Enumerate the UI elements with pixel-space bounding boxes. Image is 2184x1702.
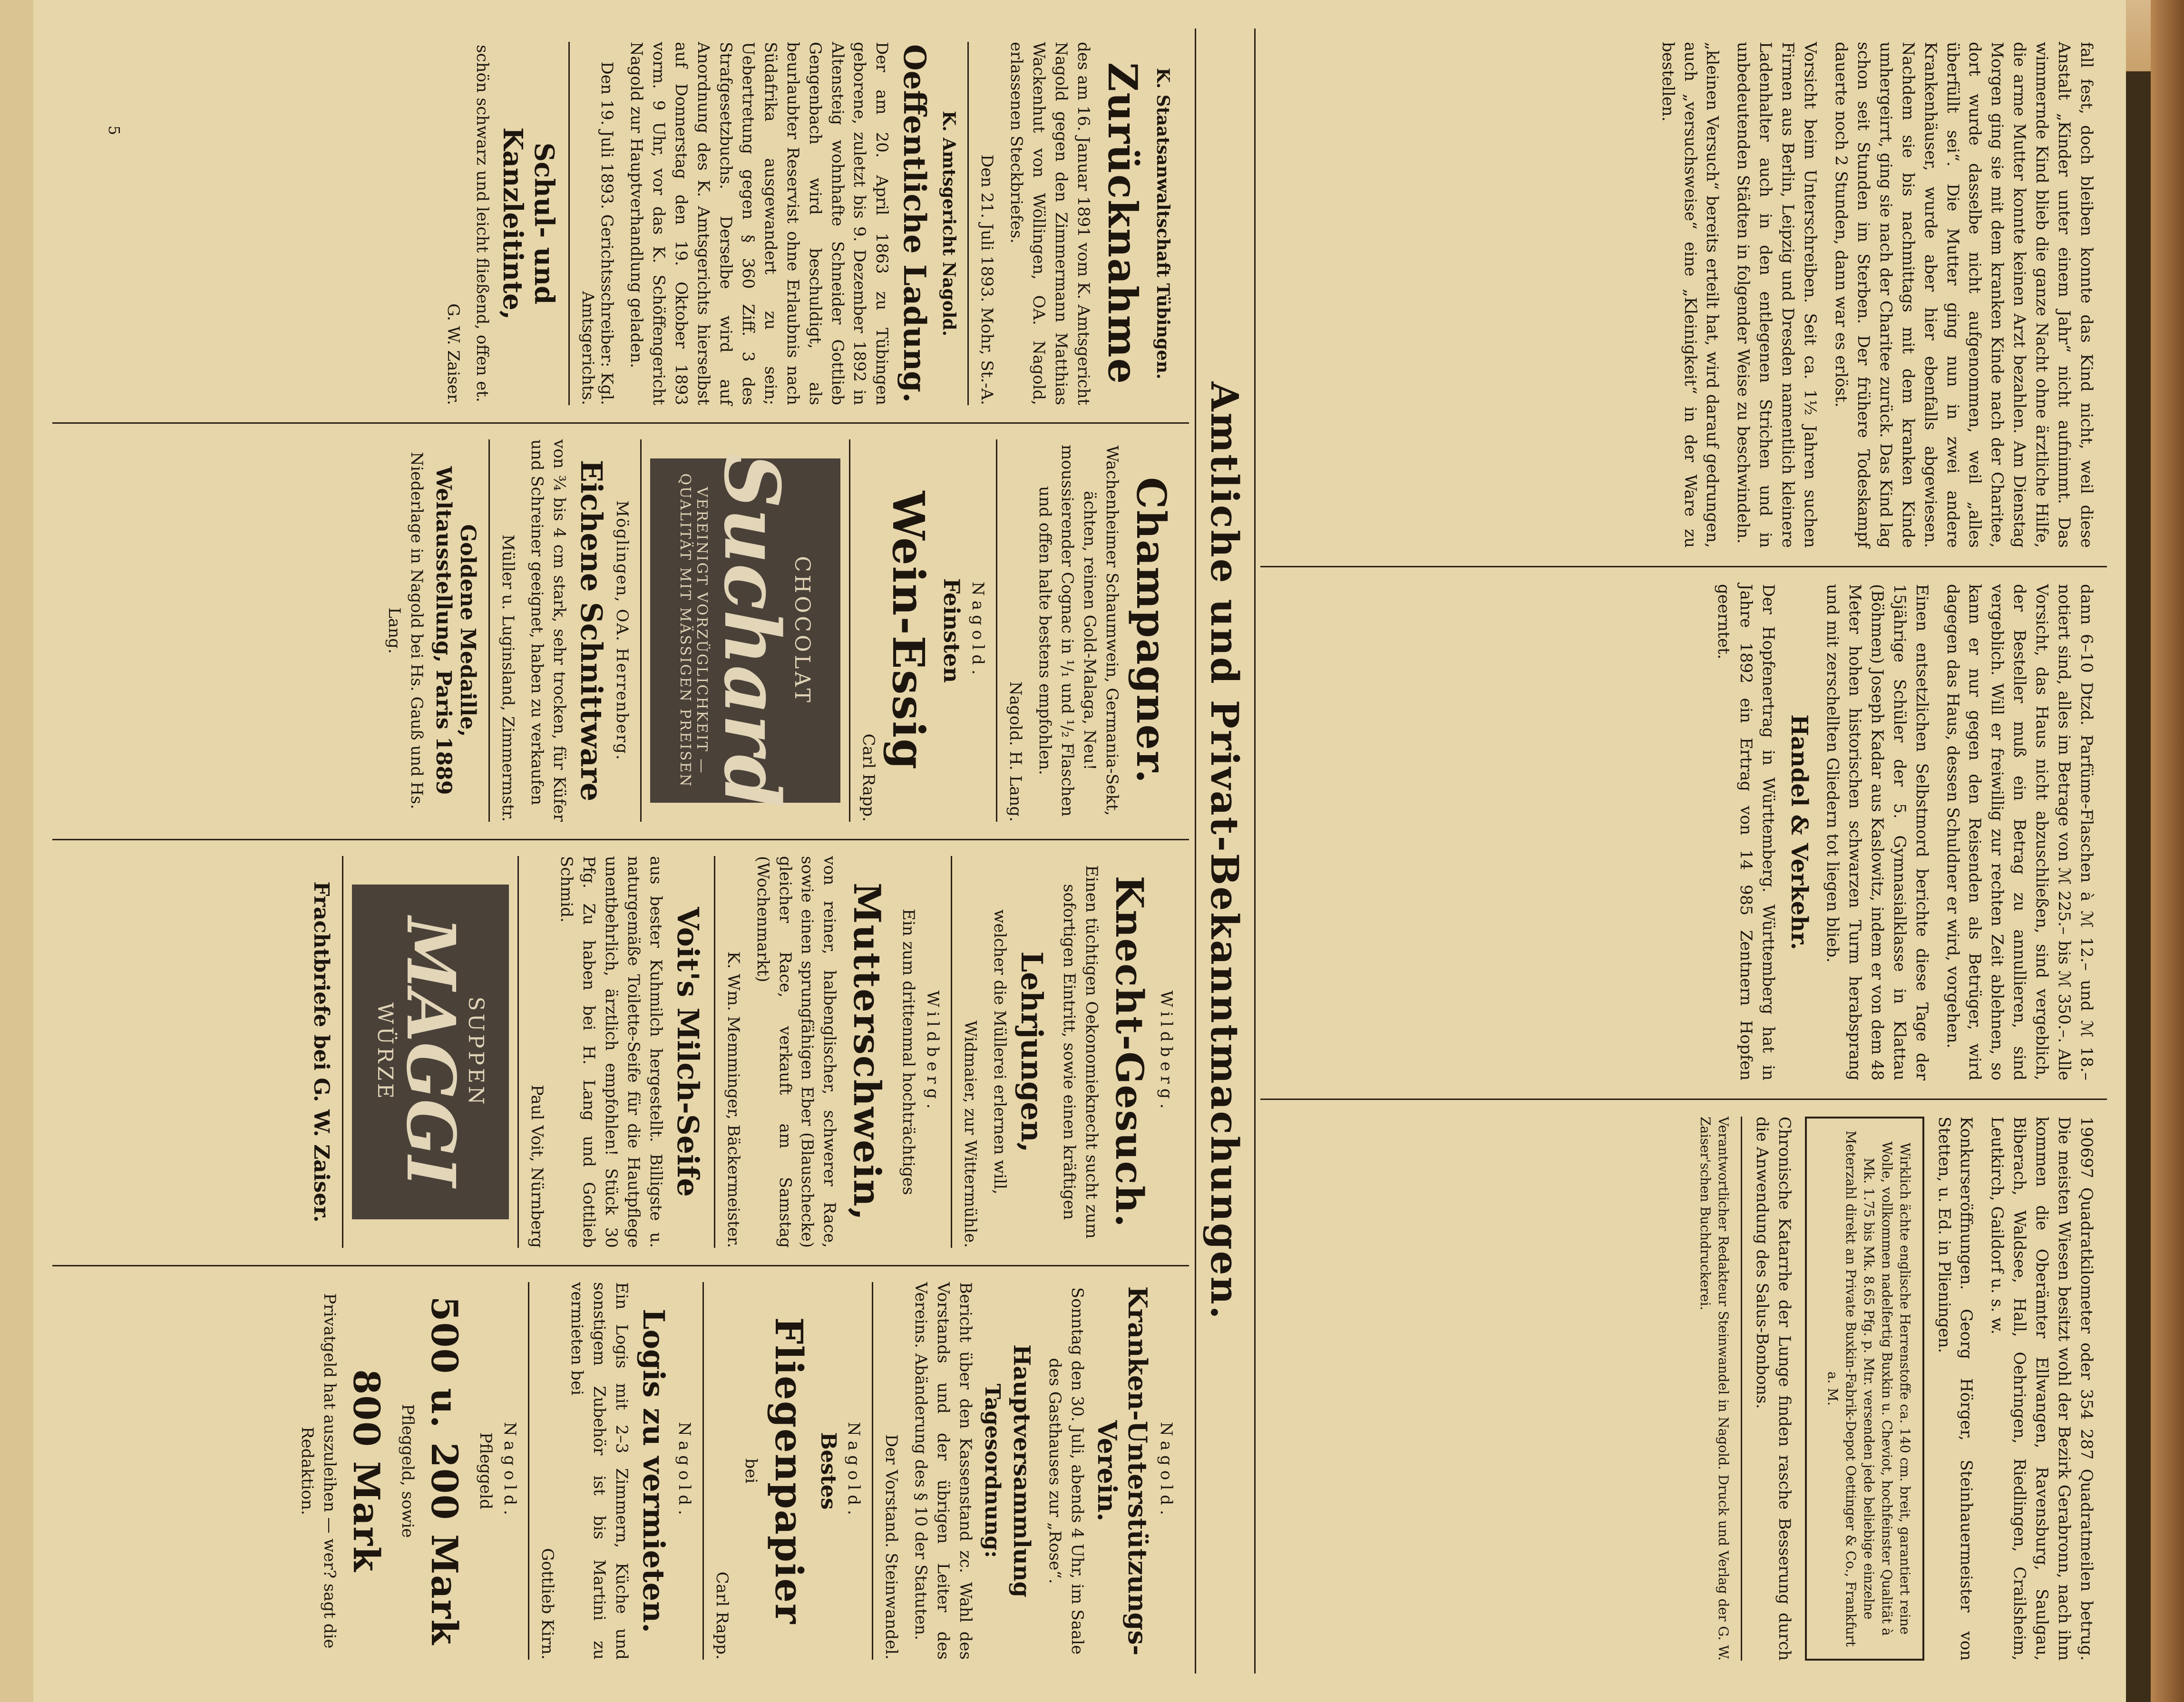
- vinegar-signature: Carl Rapp.: [859, 733, 878, 822]
- imprint-line: Verantwortlicher Redakteur Steinwandel in Nagold. Druck und Verlag der G. W. Zaiser'schen Buchdruckerei.: [1697, 1117, 1731, 1661]
- lodging-title: Logis zu vermieten.: [636, 1309, 671, 1633]
- maggi-logo-top: SUPPEN: [464, 996, 488, 1108]
- ink-ad-title: Schul- und Kanzleitinte,: [497, 127, 560, 320]
- soap-text: aus bester Kuhmilch hergestellt. Billigste u. naturgemäße Toilette-Seife für die Hautpflege unentbehrlich, ärztlich empfohlen! Stück 30 Pfg. Zu haben bei H. Lang und Gottlieb Schmid.: [557, 856, 665, 1248]
- sick-fund-text: Sonntag den 30. Juli, abends 4 Uhr, im Saale des Gasthauses zur „Rose“.: [1045, 1287, 1087, 1655]
- timber-title: Eichene Schnittware: [574, 459, 609, 802]
- loan-mid: Pfleggeld, sowie: [398, 1404, 417, 1538]
- sow-signature: K. Wm. Memminger, Bäckermeister.: [723, 951, 743, 1248]
- farmhand-text: Einen tüchtigen Oekonomieknecht sucht zum sofortigen Eintritt, sowie einen kräftigen: [1060, 865, 1101, 1239]
- medal-signature: Niederlage in Nagold bei Hs. Gauß und Hs. Lang.: [384, 452, 426, 809]
- flypaper-text: bei: [741, 1458, 761, 1484]
- news-paragraph: Konkurseröffnungen. Georg Hörger, Steinhauermeister von Stetten, u. Ed. in Plieningen.: [1934, 1117, 1976, 1661]
- newspaper-page: [33, 0, 2126, 1702]
- flypaper-signature: Carl Rapp.: [712, 1571, 731, 1660]
- apprentice-signature: Widmaier, zur Wittermühle.: [961, 1020, 980, 1248]
- separator: [528, 1282, 529, 1660]
- champagne-title: Champagner.: [1128, 477, 1175, 784]
- soap-signature: Paul Voit, Nürnberg: [527, 1085, 547, 1248]
- farmhand-place: Wildberg.: [1157, 990, 1176, 1114]
- lodging-place: Nagold.: [674, 1422, 694, 1520]
- column-rule: [1260, 1099, 2107, 1100]
- news-paragraph: fall fest, doch bleiben konnte das Kind nicht, weil diese Anstalt „Kinder unter einem Jahr“ nicht aufnimmt. Das wimmernde Kind blieb die ganze Nacht ohne ärztliche Hilfe, die arme Mutter konnte keinen Arzt bezahlen. Am Dienstag Morgen ging sie mit dem kranken Kinde nach der Charitee, dort wurde dasselbe nicht aufgenommen, weil „alles überfüllt sei“. Die Mutter ging nun in zwei andere Krankenhäuser, wurde aber hier ebenfalls abgewiesen. Nachdem sie bis nachmittags mit dem kranken Kinde umhergeirrt, ging sie nach der Charitee zurück. Das Kind lag schon seit Stunden im Sterben. Der frühere Todeskampf dauerte noch 2 Stunden, dann war es erlöst.: [1832, 42, 2096, 548]
- suchard-logo-tagline: VEREINIGT VORZÜGLICHKEIT — QUALITÄT MIT MÄSSIGEN PREISEN: [676, 473, 710, 788]
- sow-title: Mutterschwein,: [845, 882, 889, 1222]
- agenda-signature: Der Vorstand. Steinwandel.: [882, 1434, 901, 1660]
- maggi-logo-bottom: WÜRZE: [373, 1002, 398, 1102]
- agenda-title: Tagesordnung:: [980, 1383, 1005, 1558]
- loan-text: Privatgeld hat auszuleihen — wer? sagt die Redaktion.: [298, 1293, 340, 1649]
- section-heading: Handel & Verkehr.: [1786, 714, 1813, 950]
- column-rule: [1260, 566, 2107, 567]
- flypaper-pre: Bestes: [816, 1432, 841, 1510]
- apprentice-text: welcher die Müllerei erlernen will,: [990, 909, 1010, 1195]
- column-rule: [52, 422, 1189, 424]
- revocation-signature: Den 21. Juli 1893. Mohr, St.-A.: [977, 154, 997, 405]
- separator: [849, 439, 850, 822]
- loan-place: Nagold.: [500, 1422, 519, 1520]
- flypaper-title: Fliegenpapier: [767, 1317, 812, 1625]
- suchard-logo-top: CHOCOLAT: [790, 556, 814, 705]
- suchard-logo-name: Suchard: [707, 453, 797, 808]
- maggi-logo-name: MAGGI: [391, 916, 470, 1187]
- news-paragraph: Der Hopfenertrag in Württemberg. Württemberg hat in Jahre 1892 ein Ertrag von 14 985 Zentnern Hopfen geerntet.: [1714, 584, 1778, 1080]
- apprentice-title: Lehrjungen,: [1014, 951, 1050, 1153]
- ads-column-4: [52, 1269, 1189, 1673]
- separator: [702, 1282, 704, 1660]
- summons-title: Oeffentliche Ladung.: [897, 44, 933, 403]
- waybill-line: Frachtbriefe bei G. W. Zaiser.: [309, 881, 334, 1223]
- column-rule: [52, 839, 1189, 840]
- agenda-text: Bericht über den Kassenstand zc. Wahl des Vorstands und der übrigen Leiter des Vereins. Abänderung des § 10 der Statuten.: [911, 1282, 975, 1660]
- separator: [342, 856, 343, 1248]
- news-paragraph: Einen entsetzlichen Selbstmord berichte diese Tage der 15jährige Schüler der 5. Gymnasialklasse in Klattau (Böhmen) Joseph Kadar aus Kaslowitz, indem er von dem 48 Meter hohen historischen schwarzen Turm herabsprang und mit zerschellten Gliedern tot liegen blieb.: [1823, 584, 1931, 1080]
- timber-place: Möglingen, OA. Herrenberg.: [613, 500, 632, 761]
- separator: [951, 856, 952, 1248]
- medal-line: Goldene Medaille, Weltausstellung, Paris 1889: [431, 466, 480, 795]
- news-paragraph: „kleinen Versuch“ bereits erteilt hat, wird darauf gedrungen, auch „versuchsweise“ eine „Kleinigkeit“ in der Ware zu bestellen.: [1658, 42, 1722, 548]
- separator: [569, 42, 570, 405]
- summons-text: Der am 20. April 1863 zu Tübingen geborene, zuletzt bis 9. Dezember 1892 in Altensteig wohnhafte Schneider Gottlieb Gengenbach wird beschuldigt, als beurlaubter Reservist ohne Erlaubnis nach Südafrika ausgewandert zu sein; Uebertretung gegen § 360 Ziff. 3 des Strafgesetzbuchs. Derselbe wird auf Anordnung des K. Amtsgerichts hierselbst auf Donnerstag den 19. Oktober 1893 vorm. 9 Uhr, vor das K. Schöffengericht Nagold zur Hauptverhandlung geladen.: [627, 42, 892, 405]
- revocation-title: Zurücknahme: [1099, 62, 1146, 385]
- farmhand-title: Knecht-Gesuch.: [1107, 875, 1152, 1228]
- maggi-logo: [352, 885, 509, 1219]
- separator: [488, 439, 490, 822]
- announcements-banner: Amtliche und Privat-Bekanntmachungen.: [1195, 29, 1253, 1673]
- ads-column-2: [52, 426, 1189, 835]
- authority-heading: K. Staatsanwaltschaft Tübingen.: [1153, 68, 1173, 379]
- book-cover-edge: [2151, 0, 2184, 1702]
- fabric-ad-box: [1805, 1117, 1924, 1661]
- summons-signature: Den 19. Juli 1893. Gerichtsschreiber: Kgl. Amtsgerichts.: [578, 61, 617, 405]
- sick-fund-title: Kranken-Unterstützungs-Verein.: [1092, 1286, 1153, 1656]
- soap-title: Voit's Milch-Seife: [670, 907, 705, 1197]
- vinegar-pre: Feinsten: [939, 578, 965, 683]
- timber-signature: Müller u. Luginsland, Zimmermstr.: [498, 534, 517, 822]
- page-marker: 5: [105, 125, 124, 136]
- timber-text: von ¾ bis 4 cm stark, sehr trocken, für Küfer und Schreiner geeignet, haben zu verkaufen: [527, 439, 569, 822]
- lodging-signature: Gottlieb Kirn.: [537, 1548, 557, 1660]
- flypaper-place: Nagold.: [844, 1422, 864, 1520]
- news-paragraph: dann 6–10 Dtzd. Parfüme-Flaschen à ℳ 12.– und ℳ 18.– notiert sind, alles im Betrage von ℳ 225.– bis ℳ 350.–. Alle Vorsicht, das Haus nicht abzuschließen, sind vergeblich, der Besteller muß ein Betrag zu annullieren, sind vergeblich. Will er freiwillig zur rechten Zeit ablehnen, so kann er nur gegen den Reisenden als Betrüger, wird dagegen das Haus, dessen Schuldner er wird, vorgehen.: [1943, 584, 2096, 1080]
- banner-wrap: [1191, 29, 1253, 1673]
- news-paragraph: 190697 Quadratkilometer oder 354 287 Quadratmeilen betrug. Die meisten Wiesen besitzt wohl der Bezirk Gerabronn, nach ihm kommen die Oberämter Ellwangen, Ravensburg, Saulgau, Biberach, Waldsee, Hall, Oehringen, Riedlingen, Crailsheim, Leutkirch, Gaildorf u. s. w.: [1988, 1117, 2096, 1661]
- loan-title-2: 800 Mark: [345, 1369, 388, 1573]
- loan-pre: Pfleggeld: [476, 1432, 495, 1509]
- news-column-middle: [1260, 571, 2107, 1094]
- champagne-text: Wachenheimer Schaumwein, Germania-Sekt, ächten, reinen Gold-Malaga, Neu! moussierender Cognac in ¹/₁ und ¹/₂ Flaschen und offen halte bestens empfohlen.: [1035, 444, 1121, 817]
- separator: [967, 42, 969, 405]
- vinegar-title: Wein-Essig: [883, 491, 935, 770]
- sow-text-2: von reiner, halbenglischer, schwerer Race, sowie einen sprungfähigen Eber (Blauschecke) gleicher Race, verkauft am Samstag (Wochenmarkt): [753, 856, 839, 1248]
- separator: [640, 439, 642, 822]
- ads-column-3: [52, 843, 1189, 1261]
- separator: [714, 856, 715, 1248]
- loan-title-1: 500 u. 200 Mark: [423, 1296, 466, 1646]
- ink-ad-text: schön schwarz und leicht fließend, offen et.: [473, 45, 492, 402]
- champagne-signature: Nagold. H. Lang.: [1006, 681, 1025, 822]
- lodging-text: Ein Logis mit 2–3 Zimmern, Küche und sonstigem Zubehör ist bis Martini zu vermieten bei: [567, 1282, 631, 1660]
- separator: [996, 439, 997, 822]
- fabric-ad-text: Wirklich ächte englische Herrenstoffe ca. 140 cm. breit, garantiert reine Wolle, vollkommen nadelfertig Buxkin u. Cheviot, hochfeinster Qualität à Mk. 1.75 bis Mk. 8.65 Pfg. p. Mtr. versenden jede beliebige einzelne Meterzahl direkt an Private Buxkin-Fabrik-Depot Oettinger & Co., Frankfurt a. M.: [1825, 1130, 1913, 1647]
- general-meeting-title: Hauptversammlung: [1008, 1344, 1035, 1598]
- page-content: [52, 29, 2107, 1673]
- news-column-left: [1260, 29, 2107, 561]
- sick-fund-place: Nagold.: [1157, 1422, 1176, 1520]
- news-column-right: [1260, 1103, 2107, 1674]
- separator: [872, 1282, 873, 1660]
- ads-column-1: [52, 29, 1189, 418]
- suchard-logo: [650, 453, 840, 808]
- court-heading: K. Amtsgericht Nagold.: [939, 110, 959, 337]
- news-paragraph: Vorsicht beim Unterschreiben. Seit ca. 1½ Jahren suchen Firmen aus Berlin, Leipzig und Dresden namentlich kleinere Ladenhalter auch in den entlegenen Strichen und in unbedeutenden Städten in folgender Weise zu beschwindeln.: [1734, 42, 1820, 548]
- section-rule: [1254, 29, 1256, 1673]
- news-paragraph: Chronische Katarrhe der Lunge finden rasche Besserung durch die Anwendung des Salus-Bonbons.: [1752, 1117, 1794, 1661]
- separator: [517, 856, 519, 1248]
- ink-ad-signature: G. W. Zaiser.: [443, 303, 463, 405]
- column-rule: [52, 1265, 1189, 1266]
- revocation-text: des am 16. Januar 1891 vom K. Amtsgericht Nagold gegen den Zimmermann Matthias Wackenhut von Wöllingen, OA. Nagold, erlassenen Steckbriefes.: [1007, 42, 1093, 405]
- sow-text: Ein zum drittenmal hochträchtiges: [899, 909, 918, 1195]
- separator: [1741, 1117, 1742, 1661]
- sow-place: Wildberg.: [923, 990, 943, 1114]
- vinegar-place: Nagold.: [968, 582, 988, 680]
